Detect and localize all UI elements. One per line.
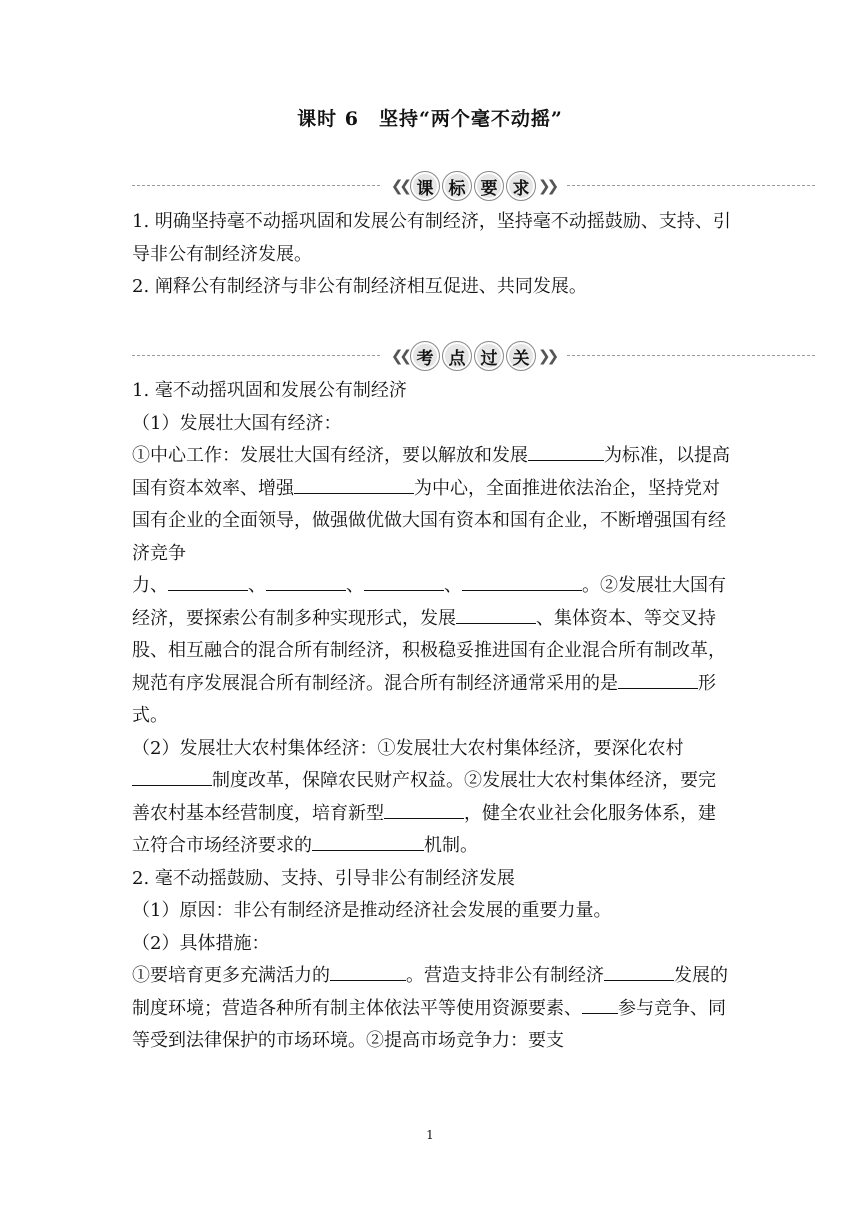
section-banner-requirements — [132, 169, 815, 203]
banner-char: 关 — [506, 341, 536, 371]
banner-char: 点 — [442, 341, 472, 371]
fill-blank[interactable] — [168, 572, 248, 591]
double-chevron-right-icon: ❯❯ — [538, 347, 556, 365]
fill-blank[interactable] — [582, 995, 618, 1014]
double-chevron-left-icon: ❮❮ — [390, 177, 408, 195]
fill-blank[interactable] — [384, 800, 464, 819]
banner-char: 标 — [442, 171, 472, 201]
banner-divider-left — [132, 355, 380, 356]
banner-char: 过 — [474, 341, 504, 371]
requirement-item: 2. 阐释公有制经济与非公有制经济相互促进、共同发展。 — [132, 276, 587, 297]
banner-char: 要 — [474, 171, 504, 201]
key-points-body — [132, 375, 732, 1058]
requirement-item: 1. 明确坚持毫不动摇巩固和发展公有制经济，坚持毫不动摇鼓励、支持、引导非公有制经济发展。 — [132, 211, 731, 265]
fill-blank[interactable] — [266, 572, 346, 591]
paragraph-measures: ①要培育更多充满活力的 。营造支持非公有制经济 发展的制度环境；营造各种所有制主体依法平等使用资源要素、 参与竞争、同等受到法律保护的市场环境。②提高市场竞争力：要支 — [132, 960, 732, 1058]
banner-divider-right — [567, 185, 815, 186]
fill-blank[interactable] — [330, 962, 406, 981]
fill-blank[interactable] — [528, 442, 604, 461]
fill-blank[interactable] — [312, 832, 424, 851]
section-heading: 1. 毫不动摇巩固和发展公有制经济 — [132, 380, 407, 401]
subsection-heading: （2）具体措施： — [132, 932, 270, 954]
double-chevron-left-icon: ❮❮ — [390, 347, 408, 365]
fill-blank[interactable] — [456, 605, 536, 624]
fill-blank[interactable] — [462, 572, 582, 591]
banner-char: 求 — [506, 171, 536, 201]
subsection-heading: （1）发展壮大国有经济： — [132, 412, 342, 434]
fill-blank[interactable] — [132, 767, 212, 786]
banner-char: 考 — [410, 341, 440, 371]
fill-blank[interactable] — [294, 475, 414, 494]
fill-blank[interactable] — [618, 670, 698, 689]
section-banner-key-points — [132, 339, 815, 373]
fill-blank[interactable] — [364, 572, 444, 591]
double-chevron-right-icon: ❯❯ — [538, 177, 556, 195]
paragraph-rural-economy: （2）发展壮大农村集体经济：①发展壮大农村集体经济，要深化农村制度改革，保障农民财产权益。②发展壮大农村集体经济，要完善农村基本经营制度，培育新型 ，健全农业社会化服务体系，建立符合市场经济要求的 机制。 — [132, 737, 716, 856]
page-title: 课时 6 坚持“两个毫不动摇” — [297, 108, 563, 130]
paragraph-state-economy: ①中心工作：发展壮大国有经济，要以解放和发展 为标准，以提高国有资本效率、增强 为中心，全面推进依法治企，坚持党对国有企业的全面领导，做强做优做大国有资本和国有企业，不断增强国有经济竞争 力、 、 、 、 。②发展壮大国有经济，要探索公有制多种实现形式，发展 、集体资本、等交叉持股、相互融合的混合所有制经济，积极稳妥推进国有企业混合所有制改革，规范有序发展混合所有制经济。混合所有制经济通常采用的是 形式。 — [132, 440, 732, 733]
page-number: 1 — [426, 1128, 434, 1142]
requirements-list — [132, 206, 732, 304]
banner-char: 课 — [410, 171, 440, 201]
banner-divider-right — [567, 355, 815, 356]
section-heading: 2. 毫不动摇鼓励、支持、引导非公有制经济发展 — [132, 867, 515, 889]
fill-blank[interactable] — [604, 962, 674, 981]
banner-divider-left — [132, 185, 380, 186]
subsection-text: （1）原因：非公有制经济是推动经济社会发展的重要力量。 — [132, 900, 612, 921]
